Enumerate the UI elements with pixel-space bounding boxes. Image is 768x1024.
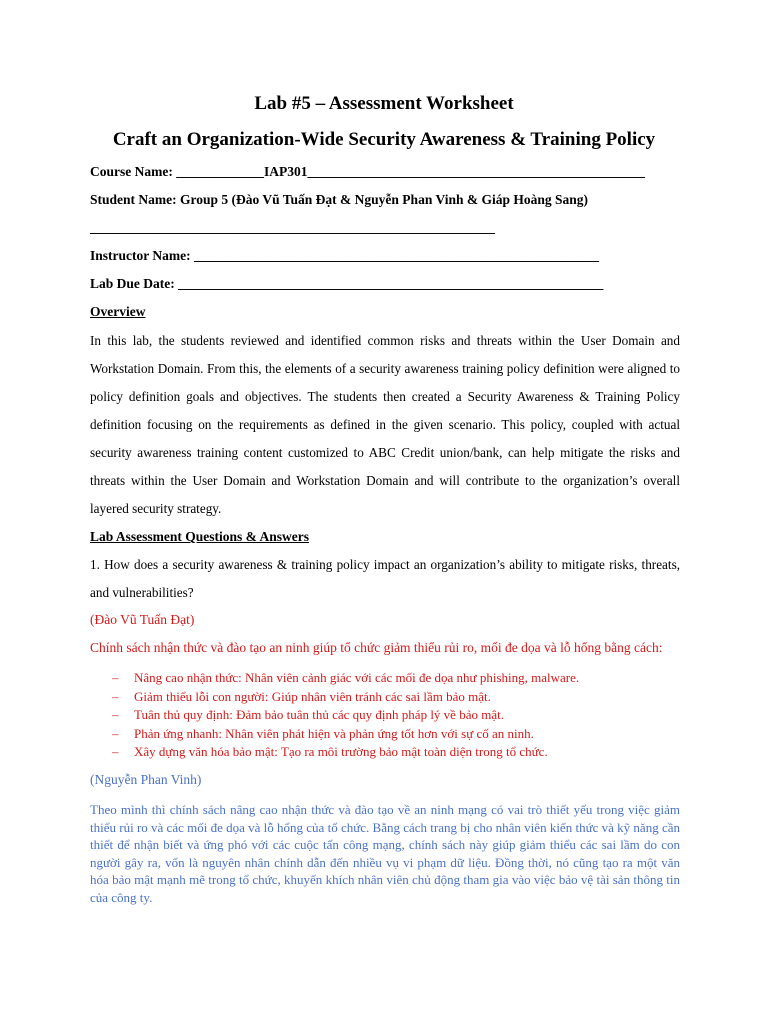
bullet-dash: – [112, 688, 119, 704]
bullet-dash: – [112, 707, 119, 722]
lab-due-date-value: _______________________________________________________________ [178, 276, 604, 291]
bullet-dash: – [112, 725, 119, 741]
course-name-suffix: __________________________________________________ [307, 164, 645, 179]
list-item [112, 688, 579, 707]
list-item [112, 743, 579, 762]
student-name-blank-line: ____________________________________________________________ [90, 220, 495, 235]
instructor-name-label: Instructor Name: [90, 248, 191, 263]
course-name-label: Course Name: [90, 164, 173, 179]
qa-heading: Lab Assessment Questions & Answers [90, 529, 310, 544]
list-item [112, 725, 579, 744]
list-item [112, 706, 579, 725]
question-1-text: 1. How does a security awareness & training policy impact an organization’s ability to mitigate risks, threats, and vulnerabilities? [90, 557, 680, 600]
list-item [112, 669, 579, 688]
lab-due-date-label: Lab Due Date: [90, 276, 175, 291]
overview-heading: Overview [90, 304, 146, 319]
course-name-value: IAP301 [263, 164, 308, 179]
student-name-value: Group 5 (Đào Vũ Tuấn Đạt & Nguyễn Phan Vinh & Giáp Hoàng Sang) [180, 192, 588, 207]
lab-due-date-line [90, 276, 603, 292]
instructor-name-line [90, 248, 599, 264]
student-name-label: Student Name: [90, 192, 177, 207]
bullet-text: Giảm thiểu lỗi con người: Giúp nhân viên tránh các sai lầm bảo mật. [134, 688, 491, 704]
bullet-text: Xây dựng văn hóa bảo mật: Tạo ra môi trường bảo mật toàn diện trong tổ chức. [134, 744, 548, 759]
bullet-text: Nâng cao nhận thức: Nhân viên cảnh giác với các mối đe dọa như phishing, malware. [134, 670, 580, 685]
overview-paragraph [90, 327, 680, 523]
worksheet-subtitle: Craft an Organization-Wide Security Awareness & Training Policy [112, 129, 656, 150]
instructor-name-value: ____________________________________________________________ [193, 248, 599, 263]
answer-1-intro: Chính sách nhận thức và đào tạo an ninh giúp tổ chức giảm thiểu rủi ro, mối đe dọa và lỗ hổng bằng cách: [90, 640, 663, 655]
overview-text: In this lab, the students reviewed and identified common risks and threats within the User Domain and Workstation Domain. From this, the elements of a security awareness training policy definition were aligned to policy definition goals and objectives. The students then created a Security Awareness & Training Policy definition focusing on the requirements as defined in the given scenario. This policy, coupled with actual security awareness training content customized to ABC Credit union/bank, can help mitigate the risks and threats within the User Domain and Workstation Domain and will contribute to the organization’s overall layered security strategy. [90, 333, 680, 516]
bullet-text: Phản ứng nhanh: Nhân viên phát hiện và phản ứng tốt hơn với sự cố an ninh. [134, 725, 534, 741]
bullet-text: Tuân thủ quy định: Đảm bảo tuân thủ các quy định pháp lý về bảo mật. [134, 707, 504, 722]
bullet-dash: – [112, 744, 119, 759]
answer-2-author: (Nguyễn Phan Vinh) [90, 772, 202, 787]
course-name-prefix: _____________ [176, 164, 264, 179]
course-name-line [90, 164, 645, 180]
question-1 [90, 551, 680, 607]
student-name-line [90, 192, 588, 208]
answer-2-paragraph: Theo mình thì chính sách nâng cao nhận thức và đào tạo về an ninh mạng có vai trò thiết yếu trong việc giảm thiểu rủi ro và các mối đe dọa và lỗ hổng của tổ chức. Bằng cách trang bị cho nhân viên kiến thức và kỹ năng cần thiết để nhận biết và ứng phó với các cuộc tấn công mạng, chính sách này giúp giảm thiểu các sai lầm do con người gây ra, vốn là nguyên nhân chính dẫn đến nhiều vụ vi phạm dữ liệu. Đồng thời, nó cũng tạo ra một văn hóa bảo mật mạnh mẽ trong tổ chức, khuyến khích nhân viên chủ động tham gia vào việc bảo vệ tài sản thông tin của công ty. [90, 802, 680, 905]
worksheet-title: Lab #5 – Assessment Worksheet [254, 93, 514, 114]
answer-1-bullet-list [112, 669, 579, 762]
bullet-dash: – [112, 670, 119, 685]
answer-1-author: (Đào Vũ Tuấn Đạt) [90, 612, 195, 627]
